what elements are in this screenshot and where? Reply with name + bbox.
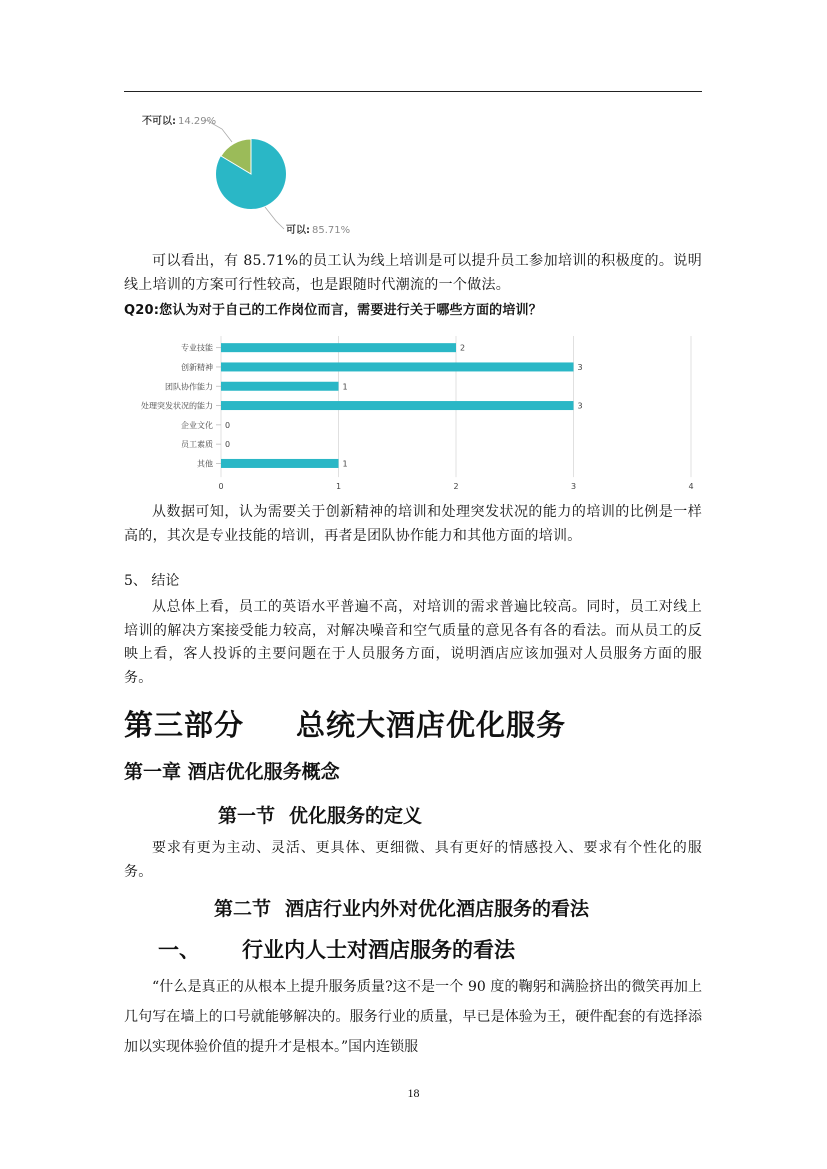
data-label-1: 3 — [577, 362, 583, 372]
section-heading-2: 第二节 酒店行业内外对优化酒店服务的看法 — [214, 898, 590, 920]
header-rule — [124, 91, 702, 92]
x-tick-label-0: 0 — [218, 482, 224, 490]
page-number: 18 — [407, 1086, 420, 1100]
section-heading-1: 第一节 优化服务的定义 — [218, 805, 423, 827]
data-label-3: 3 — [577, 401, 583, 411]
paragraph-definition: 要求有更为主动、灵活、更具体、更细微、具有更好的情感投入、要求有个性化的服务。 — [124, 840, 702, 880]
category-label-3: 处理突发状况的能力 — [141, 401, 213, 411]
paragraph-bar-analysis: 从数据可知，认为需要关于创新精神的培训和处理突发状况的能力的培训的比例是一样高的，其次是专业技能的培训，再者是团队协作能力和其他方面的培训。 — [124, 504, 702, 544]
conclusion-heading: 5、 结论 — [124, 573, 180, 589]
bar-chart — [124, 330, 702, 490]
category-label-6: 其他 — [197, 459, 213, 469]
pie-chart — [124, 105, 484, 240]
pie-label-yes: 可以: 85.71% — [286, 225, 351, 236]
x-tick-label-2: 2 — [453, 482, 459, 490]
bar-1 — [221, 362, 574, 371]
data-label-2: 1 — [342, 382, 348, 392]
x-tick-label-1: 1 — [335, 482, 342, 490]
bar-2 — [221, 382, 339, 391]
category-label-0: 专业技能 — [181, 343, 213, 353]
part-heading: 第三部分 总统大酒店优化服务 — [124, 708, 567, 742]
bar-3 — [221, 401, 574, 410]
subsection-heading: 一、 行业内人士对酒店服务的看法 — [158, 938, 515, 962]
category-label-1: 创新精神 — [181, 362, 213, 372]
chapter-heading: 第一章 酒店优化服务概念 — [124, 761, 340, 783]
x-tick-label-3: 3 — [570, 482, 577, 490]
bar-6 — [221, 459, 339, 468]
pie-label-no: 不可以: 14.29% — [142, 116, 217, 127]
data-label-0: 2 — [460, 343, 466, 353]
data-label-5: 0 — [225, 440, 231, 450]
data-label-4: 0 — [225, 420, 231, 430]
category-label-5: 员工素质 — [181, 440, 213, 450]
category-label-2: 团队协作能力 — [165, 382, 213, 392]
paragraph-conclusion: 从总体上看，员工的英语水平普遍不高，对培训的需求普遍比较高。同时，员工对线上培训的解决方案接受能力较高，对解决噪音和空气质量的意见各有各的看法。而从员工的反映上看，客人投诉的主要问题在于人员服务方面，说明酒店应该加强对人员服务方面的服务。 — [124, 599, 702, 686]
pie-leader-yes — [265, 207, 284, 229]
bar-0 — [221, 343, 456, 352]
x-tick-label-4: 4 — [688, 482, 694, 490]
paragraph-pie-analysis: 可以看出，有 85.71%的员工认为线上培训是可以提升员工参加培训的积极度的。说明线上培训的方案可行性较高，也是跟随时代潮流的一个做法。 — [124, 253, 702, 293]
category-label-4: 企业文化 — [181, 420, 213, 430]
paragraph-quote: “什么是真正的从根本上提升服务质量?这不是一个 90 度的鞠躬和满脸挤出的微笑再加上几句写在墙上的口号就能够解决的。服务行业的质量，早已是体验为王，硬件配套的有选择添加以实现体验价值的提升才是根本。”国内连锁服 — [124, 979, 702, 1055]
question-q20: Q20:您认为对于自己的工作岗位而言，需要进行关于哪些方面的培训？ — [124, 303, 542, 318]
data-label-6: 1 — [342, 459, 348, 469]
